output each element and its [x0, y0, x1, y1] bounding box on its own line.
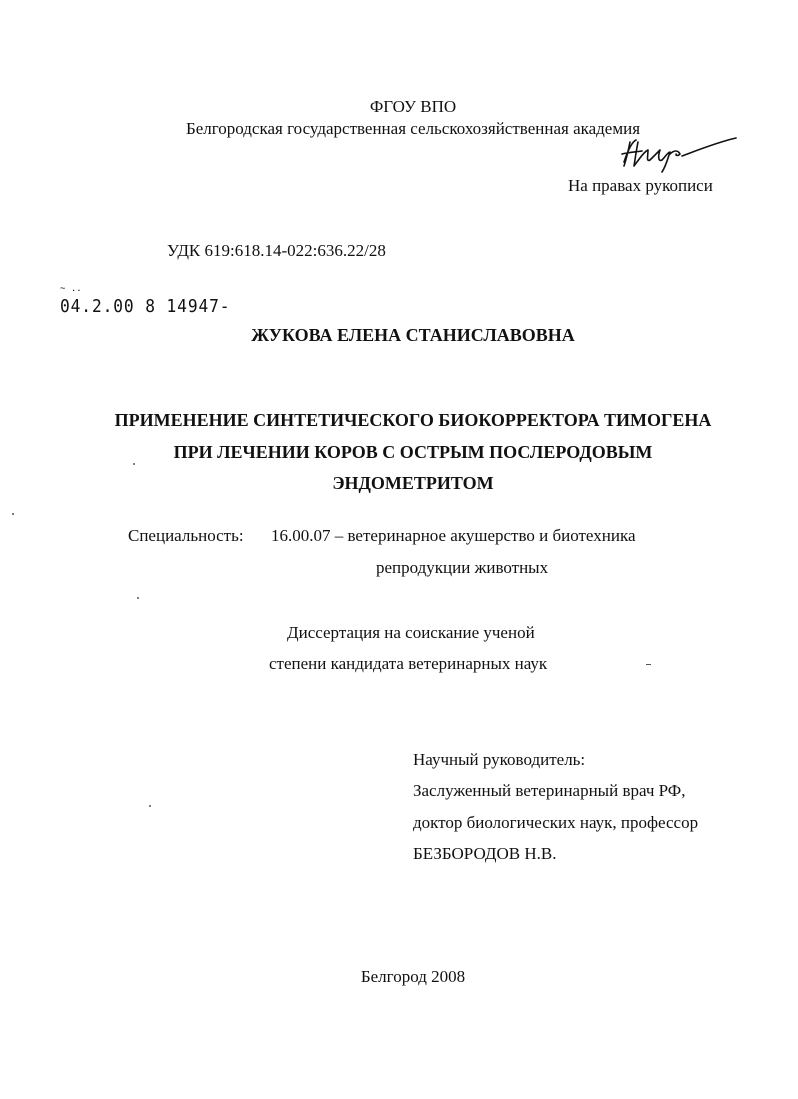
dissertation-title-line: ЭНДОМЕТРИТОМ — [332, 473, 494, 493]
registration-number: 04.2.00 8 14947- — [60, 296, 231, 317]
degree-line-1: Диссертация на соискание ученой — [287, 623, 535, 642]
udk-code: УДК 619:618.14-022:636.22/28 — [167, 241, 386, 260]
registration-marks: ~ .. — [60, 284, 82, 294]
supervisor-title: Заслуженный ветеринарный врач РФ, — [413, 781, 686, 800]
specialty-value: 16.00.07 – ветеринарное акушерство и биотехника — [271, 526, 636, 545]
scan-speck — [137, 597, 139, 599]
supervisor-heading: Научный руководитель: — [413, 750, 586, 769]
author-name: ЖУКОВА ЕЛЕНА СТАНИСЛАВОВНА — [251, 325, 575, 345]
institution-type: ФГОУ ВПО — [369, 97, 457, 116]
degree-line-2: степени кандидата ветеринарных наук — [269, 654, 548, 673]
specialty-label: Специальность: — [128, 526, 244, 545]
scan-speck — [149, 805, 151, 807]
institution-name: Белгородская государственная сельскохозяйственная академия — [185, 119, 641, 138]
manuscript-rights-note: На правах рукописи — [568, 176, 713, 195]
scan-speck — [12, 513, 14, 515]
supervisor-name: БЕЗБОРОДОВ Н.В. — [413, 844, 557, 863]
dissertation-title-line: ПРИ ЛЕЧЕНИИ КОРОВ С ОСТРЫМ ПОСЛЕРОДОВЫМ — [173, 442, 653, 462]
signature-handwritten — [618, 132, 738, 176]
specialty-value-continued: репродукции животных — [376, 558, 549, 577]
supervisor-degree: доктор биологических наук, профессор — [413, 813, 699, 832]
scan-speck — [133, 463, 135, 465]
city-and-year: Белгород 2008 — [360, 967, 466, 986]
scan-speck — [646, 664, 651, 665]
dissertation-title-line: ПРИМЕНЕНИЕ СИНТЕТИЧЕСКОГО БИОКОРРЕКТОРА ТИМОГЕНА — [114, 410, 712, 430]
